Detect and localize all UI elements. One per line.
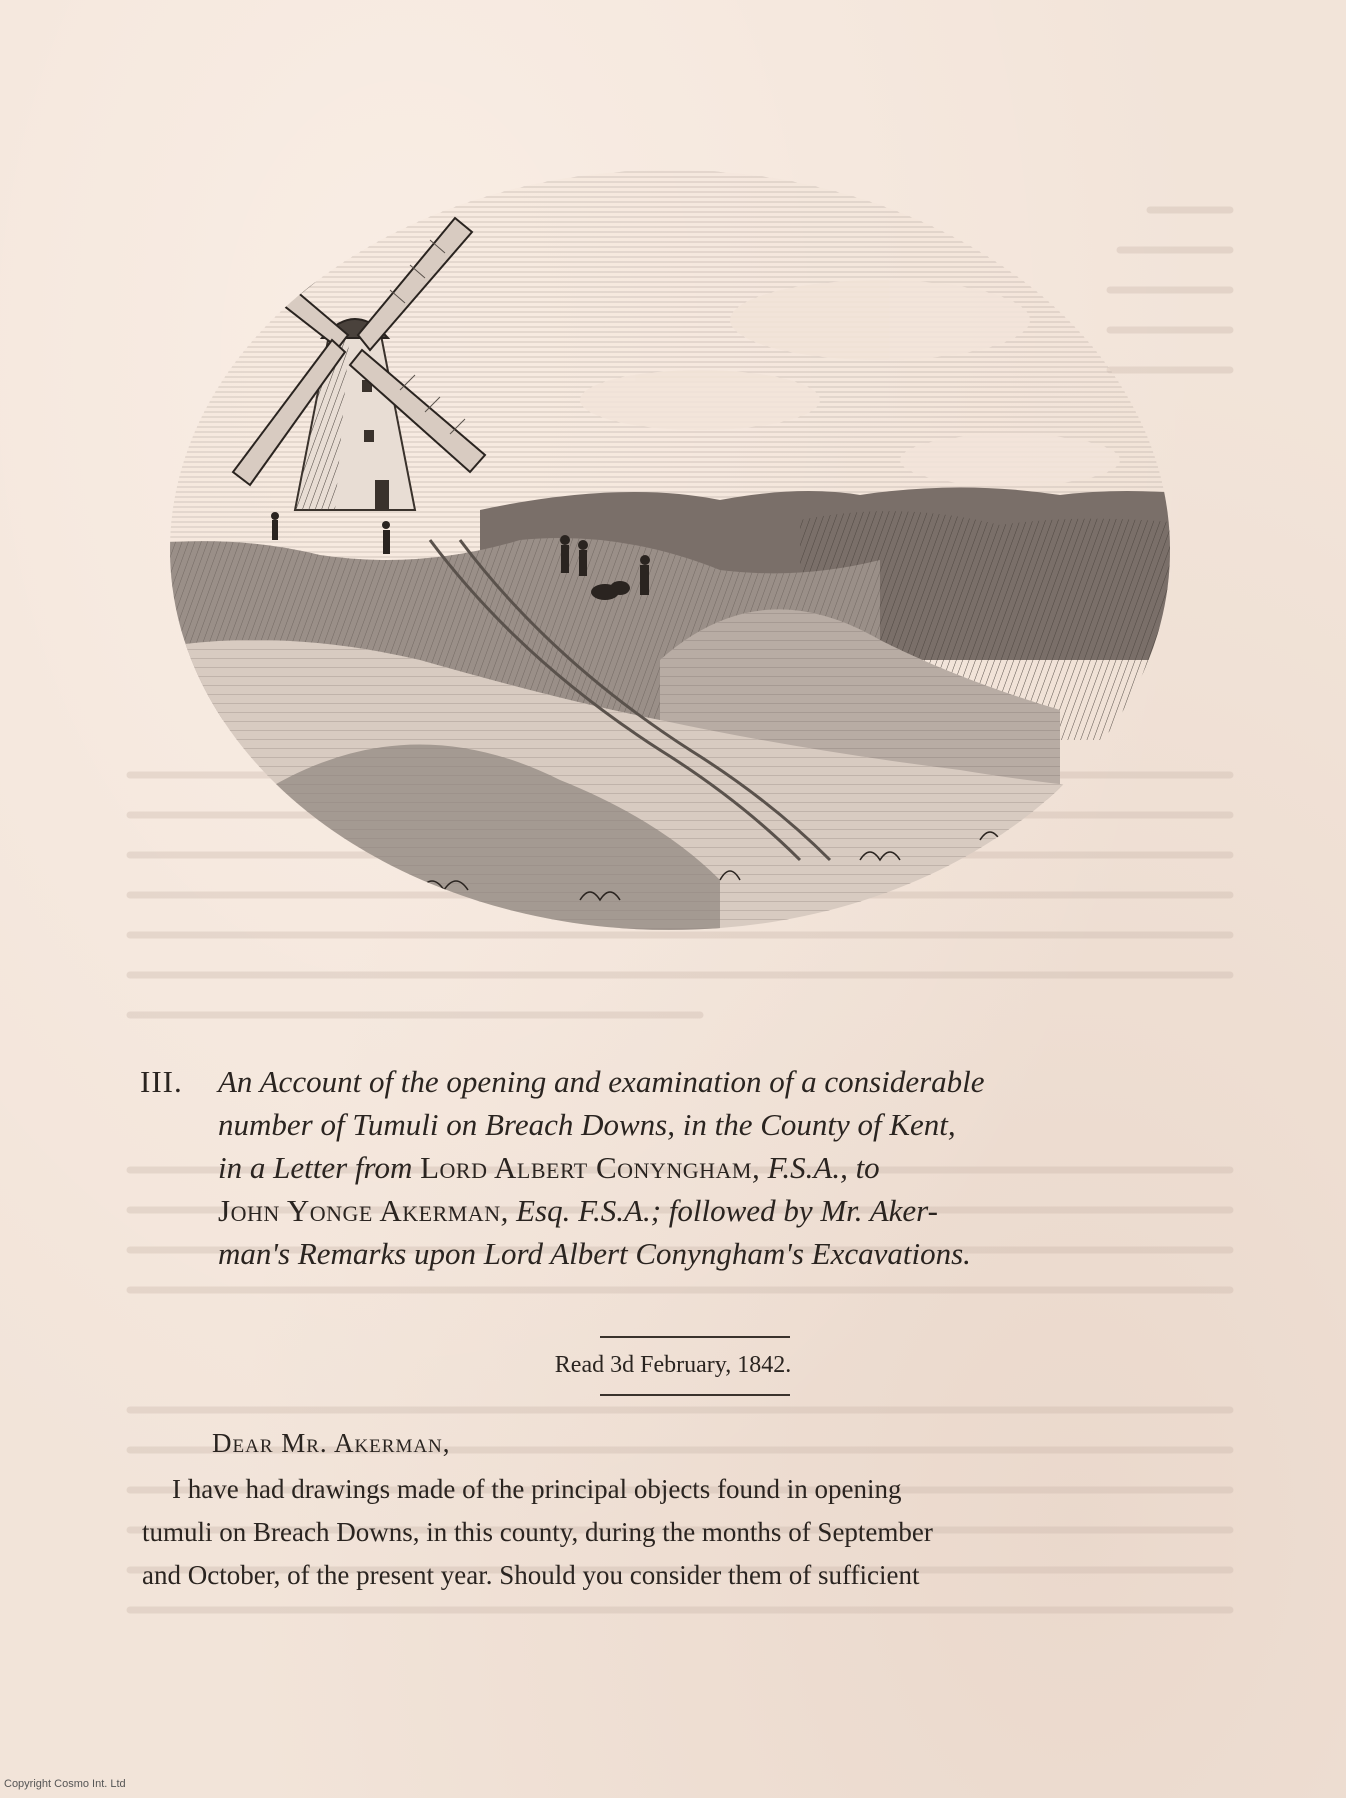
letter-body bbox=[142, 1468, 1212, 1597]
body-line: tumuli on Breach Downs, in this county, during the months of September bbox=[142, 1517, 933, 1547]
rule-top bbox=[600, 1336, 790, 1338]
body-line: I have had drawings made of the principal objects found in opening bbox=[172, 1474, 902, 1504]
title-segment: in a Letter from bbox=[218, 1150, 421, 1185]
title-line bbox=[218, 1189, 1220, 1232]
title-line bbox=[218, 1146, 1220, 1189]
copyright-notice: Copyright Cosmo Int. Ltd bbox=[4, 1778, 126, 1790]
rule-bottom bbox=[600, 1394, 790, 1396]
windmill-engraving bbox=[100, 100, 1240, 960]
title-line bbox=[218, 1103, 1220, 1146]
article-number: III. bbox=[140, 1064, 183, 1099]
letter-salutation: Dear Mr. Akerman, bbox=[212, 1428, 451, 1458]
title-segment: man's Remarks upon Lord Albert Conyngham's Excavations. bbox=[218, 1236, 971, 1271]
title-segment: , Esq. F.S.A.; followed by Mr. Aker- bbox=[500, 1193, 938, 1228]
body-line: and October, of the present year. Should you consider them of sufficient bbox=[142, 1560, 920, 1590]
title-segment: number of Tumuli on Breach Downs, in the County of Kent, bbox=[218, 1107, 956, 1142]
title-name-smallcaps: John Yonge Akerman bbox=[218, 1193, 501, 1228]
article-heading bbox=[140, 1060, 1220, 1275]
article-title bbox=[218, 1060, 1220, 1275]
read-date: Read 3d February, 1842. bbox=[554, 1352, 792, 1378]
title-name-smallcaps: Lord Albert Conyngham bbox=[420, 1150, 752, 1185]
title-line bbox=[218, 1232, 1220, 1275]
title-segment: An Account of the opening and examination of a considerable bbox=[218, 1064, 985, 1099]
title-segment: , F.S.A., to bbox=[751, 1150, 880, 1185]
title-line bbox=[218, 1060, 1220, 1103]
